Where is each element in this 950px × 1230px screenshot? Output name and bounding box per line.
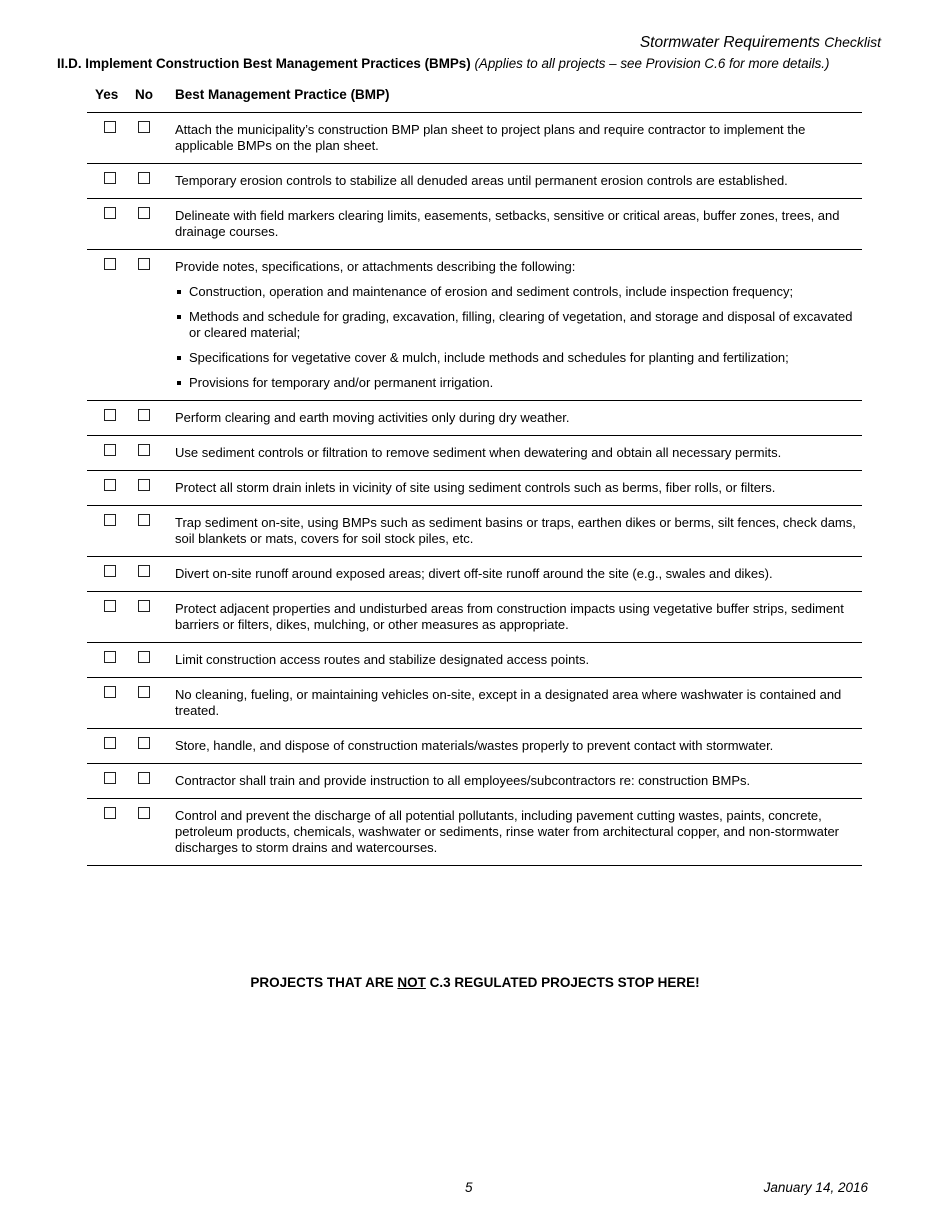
table-row [87, 401, 862, 436]
no-checkbox[interactable] [138, 479, 150, 491]
no-checkbox[interactable] [138, 258, 150, 270]
no-checkbox[interactable] [138, 807, 150, 819]
bmp-checklist-table [87, 84, 862, 866]
table-row [87, 764, 862, 799]
bmp-text: Divert on-site runoff around exposed areas; divert off-site runoff around the site (e.g., swales and dikes). [175, 566, 773, 581]
table-header [87, 84, 862, 113]
stop-notice [0, 975, 950, 990]
no-checkbox[interactable] [138, 172, 150, 184]
bmp-text: Limit construction access routes and stabilize designated access points. [175, 652, 590, 667]
yes-checkbox[interactable] [104, 565, 116, 577]
stop-notice-underlined: NOT [397, 975, 426, 990]
bmp-text: Protect adjacent properties and undisturbed areas from construction impacts using vegetative buffer strips, sediment barriers or filters, dikes, mulching, or other measures as appropriate. [175, 601, 844, 632]
no-checkbox[interactable] [138, 686, 150, 698]
bmp-text: Delineate with field markers clearing limits, easements, setbacks, sensitive or critical areas, buffer zones, trees, and drainage courses. [175, 208, 840, 239]
bullet-item: Specifications for vegetative cover & mulch, include methods and schedules for planting and fertilization; [175, 350, 862, 366]
yes-checkbox[interactable] [104, 172, 116, 184]
bmp-text: Perform clearing and earth moving activities only during dry weather. [175, 410, 570, 425]
yes-checkbox[interactable] [104, 737, 116, 749]
section-title: II.D. Implement Construction Best Management Practices (BMPs) [57, 56, 471, 71]
bullet-item: Provisions for temporary and/or permanent irrigation. [175, 375, 862, 391]
table-row [87, 113, 862, 164]
column-header-yes: Yes [95, 87, 119, 102]
bmp-text: Provide notes, specifications, or attachments describing the following: [175, 259, 576, 274]
stop-notice-before: PROJECTS THAT ARE [250, 975, 398, 990]
yes-checkbox[interactable] [104, 479, 116, 491]
no-checkbox[interactable] [138, 737, 150, 749]
table-row [87, 436, 862, 471]
bmp-text: Use sediment controls or filtration to remove sediment when dewatering and obtain all necessary permits. [175, 445, 782, 460]
document-header [640, 34, 881, 52]
footer-date: January 14, 2016 [763, 1180, 868, 1195]
bmp-text: Contractor shall train and provide instruction to all employees/subcontractors re: construction BMPs. [175, 773, 751, 788]
bmp-text: Control and prevent the discharge of all potential pollutants, including pavement cutting wastes, paints, concrete, petroleum products, chemicals, washwater or sediments, rinse water from architectural copper, and non-stormwater discharges to storm drains and watercourses. [175, 808, 840, 855]
table-row [87, 250, 862, 401]
no-checkbox[interactable] [138, 565, 150, 577]
no-checkbox[interactable] [138, 772, 150, 784]
table-row [87, 678, 862, 729]
yes-checkbox[interactable] [104, 258, 116, 270]
yes-checkbox[interactable] [104, 409, 116, 421]
yes-checkbox[interactable] [104, 686, 116, 698]
bullet-item: Construction, operation and maintenance of erosion and sediment controls, include inspection frequency; [175, 284, 862, 300]
header-subtitle: Checklist [824, 34, 881, 50]
page-number: 5 [465, 1180, 473, 1195]
no-checkbox[interactable] [138, 409, 150, 421]
yes-checkbox[interactable] [104, 807, 116, 819]
table-body [87, 113, 862, 866]
bmp-text: No cleaning, fueling, or maintaining vehicles on-site, except in a designated area where washwater is contained and treated. [175, 687, 842, 718]
no-checkbox[interactable] [138, 651, 150, 663]
bmp-text: Store, handle, and dispose of construction materials/wastes properly to prevent contact with stormwater. [175, 738, 774, 753]
no-checkbox[interactable] [138, 514, 150, 526]
bullet-item: Methods and schedule for grading, excavation, filling, clearing of vegetation, and storage and disposal of excavated or cleared material; [175, 309, 862, 341]
bmp-text: Attach the municipality’s construction BMP plan sheet to project plans and require contractor to implement the applicable BMPs on the plan sheet. [175, 122, 806, 153]
column-header-no: No [135, 87, 153, 102]
bmp-text: Trap sediment on-site, using BMPs such as sediment basins or traps, earthen dikes or berms, silt fences, check dams, soil blankets or mats, covers for soil stock piles, etc. [175, 515, 856, 546]
yes-checkbox[interactable] [104, 444, 116, 456]
section-note: (Applies to all projects – see Provision C.6 for more details.) [474, 56, 830, 71]
no-checkbox[interactable] [138, 121, 150, 133]
table-row [87, 506, 862, 557]
table-row [87, 199, 862, 250]
bmp-text: Temporary erosion controls to stabilize all denuded areas until permanent erosion controls are established. [175, 173, 788, 188]
yes-checkbox[interactable] [104, 600, 116, 612]
column-header-bmp: Best Management Practice (BMP) [175, 87, 390, 102]
no-checkbox[interactable] [138, 444, 150, 456]
header-title: Stormwater Requirements [639, 34, 820, 51]
section-heading [57, 56, 917, 71]
bullet-list [175, 284, 862, 391]
table-row [87, 643, 862, 678]
table-row [87, 557, 862, 592]
yes-checkbox[interactable] [104, 772, 116, 784]
table-row [87, 471, 862, 506]
yes-checkbox[interactable] [104, 651, 116, 663]
no-checkbox[interactable] [138, 207, 150, 219]
yes-checkbox[interactable] [104, 121, 116, 133]
table-row [87, 164, 862, 199]
yes-checkbox[interactable] [104, 514, 116, 526]
table-row [87, 592, 862, 643]
table-row [87, 799, 862, 866]
yes-checkbox[interactable] [104, 207, 116, 219]
table-row [87, 729, 862, 764]
bmp-text: Protect all storm drain inlets in vicinity of site using sediment controls such as berms, fiber rolls, or filters. [175, 480, 776, 495]
stop-notice-after: C.3 REGULATED PROJECTS STOP HERE! [425, 975, 700, 990]
no-checkbox[interactable] [138, 600, 150, 612]
